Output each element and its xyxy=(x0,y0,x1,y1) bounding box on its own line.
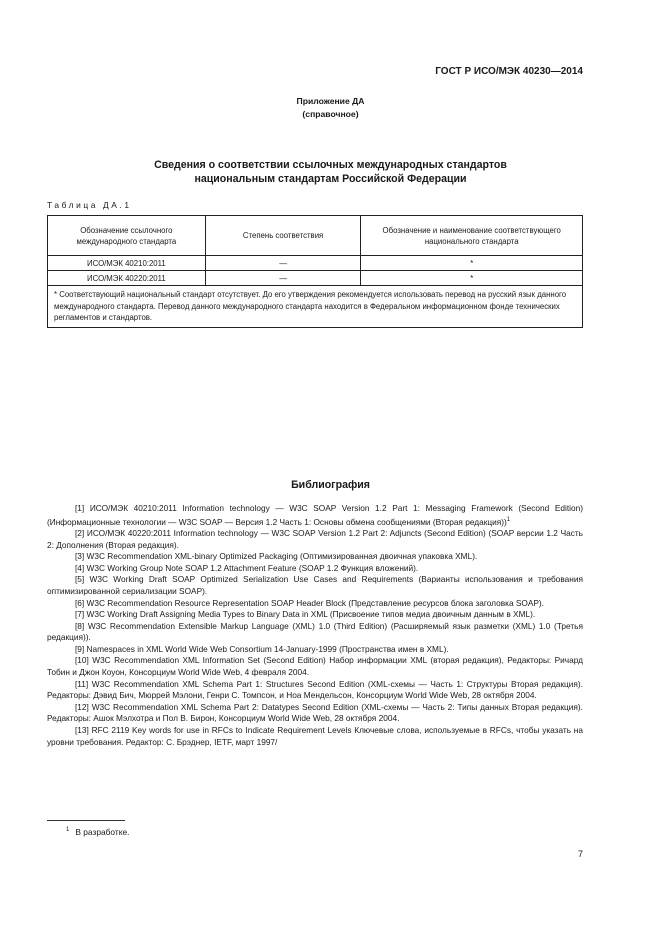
document-header: ГОСТ Р ИСО/МЭК 40230—2014 xyxy=(435,66,583,77)
table-note: * Соответствующий национальный стандарт отсутствует. До его утверждения рекомендуется использовать перевод на русский язык данного международного стандарта. Перевод данного международного стандарта находится в Федеральном информационном фонде технических регламентов и стандартов. xyxy=(48,286,583,328)
bibliography-list xyxy=(47,503,583,748)
bibliography-item: [12] W3C Recommendation XML Schema Part 2: Datatypes Second Edition (XML-схемы — Часть 2: Типы данных Вторая редакция). Редакторы: Ашок Мэлхотра и Пол В. Бирон, Консорциум World Wide Web, 28 октября 2004. xyxy=(47,701,583,724)
bibliography-item: [10] W3C Recommendation XML Information Set (Second Edition) Набор информации XML (вторая редакция), Редакторы: Ричард Тобин и Джон Коуон, Консорциум World Wide Web, 4 февраля 2004. xyxy=(47,655,583,678)
footnote-ref: 1 xyxy=(506,516,511,523)
bibliography-item: [6] W3C Recommendation Resource Representation SOAP Header Block (Представление ресурсов блока заголовка SOAP). xyxy=(75,597,544,608)
bibliography-item: [2] ИСО/МЭК 40220:2011 Information technology — W3C SOAP Version 1.2 Part 2: Adjuncts (Second Edition) (SOAP версии 1.2 Часть 2: Дополнения (Вторая редакция). xyxy=(47,527,583,550)
section-title-line2: национальным стандартам Российской Федерации xyxy=(194,173,467,185)
bibliography-item: [3] W3C Recommendation XML-binary Optimized Packaging (Оптимизированная двоичная упаковка XML). xyxy=(75,551,478,562)
table-row xyxy=(48,271,583,286)
annex-title: Приложение ДА xyxy=(296,96,365,106)
table-note-row xyxy=(48,286,583,328)
bibliography-item: [5] W3C Working Draft SOAP Optimized Serialization Use Cases and Requirements (Варианты использования и требования оптимизированной сериализации SOAP). xyxy=(47,574,583,596)
table-cell: — xyxy=(205,271,361,286)
table-header-cell: Обозначение ссылочного международного стандарта xyxy=(48,216,206,256)
table-cell: — xyxy=(205,256,361,271)
bibliography-item: [7] W3C Working Draft Assigning Media Types to Binary Data in XML (Присвоение типов медиа двоичным данным в XML). xyxy=(75,609,536,620)
bibliography-item: [9] Namespaces in XML World Wide Web Consortium 14-January-1999 (Пространства имен в XML). xyxy=(75,643,449,654)
table-row xyxy=(48,256,583,271)
bibliography-item: [13] RFC 2119 Key words for use in RFCs to Indicate Requirement Levels Ключевые слова, используемые в RFCs, чтобы указать на уровни требования. Редактор: С. Брэднер, IETF, март 1997/ xyxy=(47,725,583,747)
table-cell: ИСО/МЭК 40210:2011 xyxy=(48,256,206,271)
table-header-row xyxy=(48,216,583,256)
footnote-mark: 1 xyxy=(66,827,70,834)
annex-note: (справочное) xyxy=(302,109,359,119)
table-cell: * xyxy=(361,271,583,286)
table-header-cell: Степень соответствия xyxy=(205,216,361,256)
section-title-line1: Сведения о соответствии ссылочных международных стандартов xyxy=(154,159,507,171)
table-header-cell: Обозначение и наименование соответствующего национального стандарта xyxy=(361,216,583,256)
table-cell: ИСО/МЭК 40220:2011 xyxy=(48,271,206,286)
bibliography-title: Библиография xyxy=(291,479,370,491)
footnote xyxy=(66,827,129,837)
correspondence-table xyxy=(47,215,583,328)
table-caption: Таблица ДА.1 xyxy=(47,200,132,210)
bibliography-item: [1] ИСО/МЭК 40210:2011 Information technology — W3C SOAP Version 1.2 Part 1: Messaging Framework (Second Edition) (Информационные технологии — W3C SOAP — Версия 1.2 Часть 1: Основы обмена сообщениями (Вторая редакция))$^1$ xyxy=(47,503,583,527)
footnote-divider xyxy=(47,820,125,821)
page-number: 7 xyxy=(577,849,583,859)
bibliography-item: [11] W3C Recommendation XML Schema Part 1: Structures Second Edition (XML-схемы — Часть 1: Структуры Вторая редакция). Редакторы: Дэвид Бич, Мюррей Мэлони, Генри С. Томпсон, и Ноа Мендельсон, Консорциум World Wide Web, 28 октября 2004. xyxy=(47,678,583,701)
footnote-text: В разработке. xyxy=(75,827,130,837)
bibliography-item: [4] W3C Working Group Note SOAP 1.2 Attachment Feature (SOAP 1.2 Функция вложений). xyxy=(75,562,419,573)
bibliography-item: [8] W3C Recommendation Extensible Markup Language (XML) 1.0 (Third Edition) (Расширяемый язык разметки (XML) 1.0 (Третья редакция)). xyxy=(47,620,583,643)
table-cell: * xyxy=(361,256,583,271)
